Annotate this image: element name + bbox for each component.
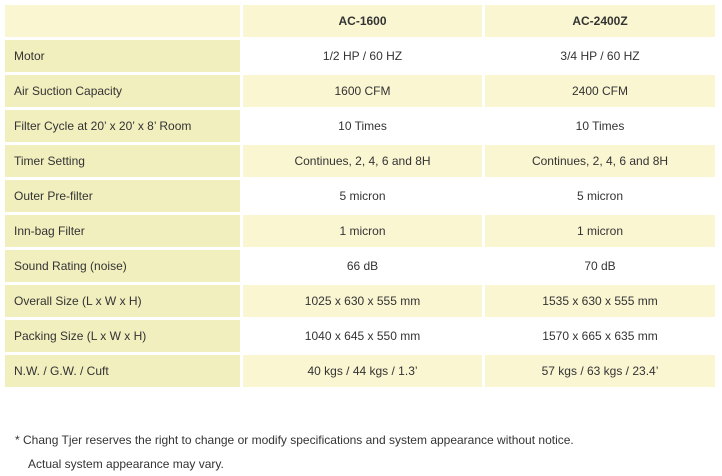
row-label: Outer Pre-filter (5, 180, 240, 212)
row-label: Filter Cycle at 20’ x 20’ x 8’ Room (5, 110, 240, 142)
table-row (5, 320, 715, 352)
table-row (5, 355, 715, 387)
column-header-ac-1600: AC-1600 (243, 5, 482, 37)
table-row (5, 285, 715, 317)
row-value-ac-2400z: 10 Times (485, 110, 715, 142)
row-value-ac-1600: 1025 x 630 x 555 mm (243, 285, 482, 317)
row-label: Motor (5, 40, 240, 72)
row-label: Overall Size (L x W x H) (5, 285, 240, 317)
table-row (5, 250, 715, 282)
table-row (5, 110, 715, 142)
row-value-ac-1600: 40 kgs / 44 kgs / 1.3’ (243, 355, 482, 387)
table-row (5, 40, 715, 72)
row-label: Inn-bag Filter (5, 215, 240, 247)
table-row (5, 75, 715, 107)
row-value-ac-2400z: 1 micron (485, 215, 715, 247)
row-value-ac-1600: 5 micron (243, 180, 482, 212)
row-value-ac-1600: 1040 x 645 x 550 mm (243, 320, 482, 352)
row-label: Sound Rating (noise) (5, 250, 240, 282)
table-row (5, 145, 715, 177)
row-value-ac-2400z: 1570 x 665 x 635 mm (485, 320, 715, 352)
row-value-ac-2400z: Continues, 2, 4, 6 and 8H (485, 145, 715, 177)
disclaimer-note: * Chang Tjer reserves the right to change or modify specifications and system appearance without notice. (15, 433, 574, 447)
row-value-ac-1600: 66 dB (243, 250, 482, 282)
row-value-ac-1600: 1 micron (243, 215, 482, 247)
row-value-ac-2400z: 57 kgs / 63 kgs / 23.4’ (485, 355, 715, 387)
row-label: Packing Size (L x W x H) (5, 320, 240, 352)
row-value-ac-1600: 10 Times (243, 110, 482, 142)
column-header-ac-2400z: AC-2400Z (485, 5, 715, 37)
row-label: Timer Setting (5, 145, 240, 177)
table-header-row (5, 5, 715, 37)
table-row (5, 180, 715, 212)
row-value-ac-2400z: 5 micron (485, 180, 715, 212)
appearance-note: Actual system appearance may vary. (28, 457, 224, 471)
row-value-ac-2400z: 2400 CFM (485, 75, 715, 107)
footnotes (15, 428, 715, 476)
header-corner-cell (5, 5, 240, 37)
row-value-ac-2400z: 70 dB (485, 250, 715, 282)
row-value-ac-2400z: 1535 x 630 x 555 mm (485, 285, 715, 317)
row-value-ac-1600: 1600 CFM (243, 75, 482, 107)
row-value-ac-2400z: 3/4 HP / 60 HZ (485, 40, 715, 72)
row-label: N.W. / G.W. / Cuft (5, 355, 240, 387)
row-value-ac-1600: Continues, 2, 4, 6 and 8H (243, 145, 482, 177)
row-value-ac-1600: 1/2 HP / 60 HZ (243, 40, 482, 72)
row-label: Air Suction Capacity (5, 75, 240, 107)
table-row (5, 215, 715, 247)
spec-table (2, 2, 718, 390)
